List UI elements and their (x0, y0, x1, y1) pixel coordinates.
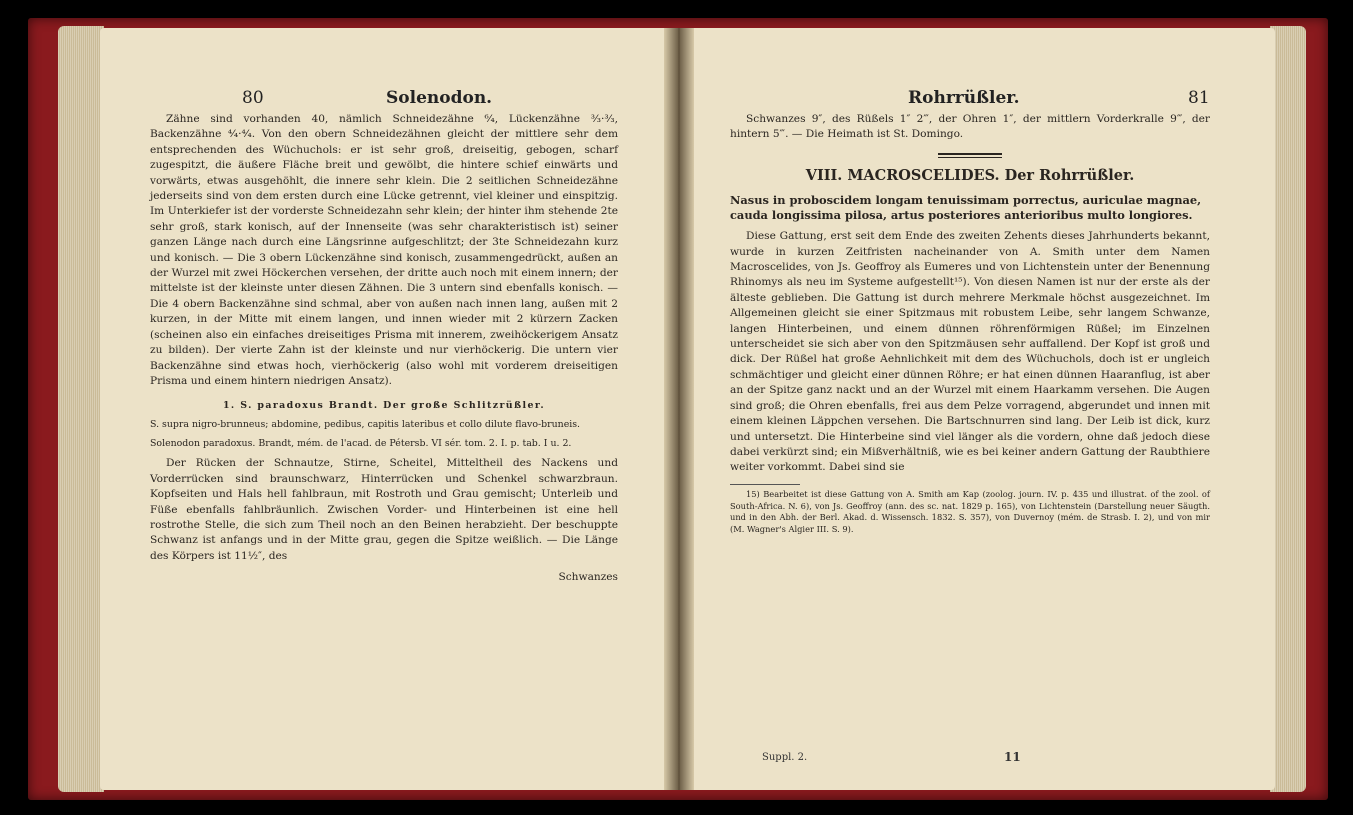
right-page-number: 81 (1188, 88, 1210, 108)
genus-diagnosis: Nasus in proboscidem longam tenuissimam porrectus, auriculae magnae, cauda longissima pilosa, artus posteriores anterioribus multo longiores. (730, 193, 1202, 223)
right-page-body (730, 112, 1210, 542)
page-edges-right (1270, 26, 1306, 792)
genus-description: Diese Gattung, erst seit dem Ende des zweiten Zehents dieses Jahrhunderts bekannt, wurde in kurzen Zeitfristen nacheinander von A. Smith unter dem Namen Macroscelides, von Js. Geoffroy als Eumeres und von Lichtenstein unter der Benennung Rhinomys als neu im Systeme aufgestellt¹⁵). Von diesen Namen ist nur der erste als der älteste geblieben. Die Gattung ist durch mehrere Merkmale höchst ausgezeichnet. Im Allgemeinen gleicht sie einer Spitzmaus mit robustem Leibe, sehr langem Schwanze, langen Hinterbeinen, und einem dünnen röhrenförmigen Rüßel; im Einzelnen unterscheidet sie sich aber von den Spitzmäusen sehr auffallend. Der Kopf ist groß und dick. Der Rüßel hat große Aehnlichkeit mit dem des Wüchuchols, doch ist er ungleich schmächtiger und gleicht einer dünnen Röhre; er hat einen dünnen Haaranflug, ist aber an der Spitze ganz nackt und an der Wurzel mit einem Haarkamm versehen. Die Augen sind groß; die Ohren ebenfalls, frei aus dem Pelze vorragend, abgerundet und innen mit einem kleinen Läppchen versehen. Die Bartschnurren sind lang. Der Leib ist dick, kurz und untersetzt. Die Hinterbeine sind viel länger als die vordern, ohne daß jedoch diese dabei verkürzt sind; ein Mißverhältniß, wie es bei keiner andern Gattung der Raubthiere weiter vorkommt. Dabei sind sie (730, 230, 1210, 474)
page-edges-left (58, 26, 104, 792)
section-rule (938, 153, 1002, 155)
left-running-title: Solenodon. (386, 88, 493, 108)
footnote-rule (730, 484, 800, 485)
species-diagnosis: S. supra nigro-brunneus; abdomine, pedibus, capitis lateribus et collo dilute flavo-bruneis. (150, 419, 581, 431)
book-gutter (664, 28, 694, 790)
right-running-title: Rohrrüßler. (908, 88, 1020, 108)
section-heading: VIII. MACROSCELIDES. Der Rohrrüßler. (805, 166, 1135, 184)
sheet-number: 11 (1004, 750, 1021, 764)
left-page-number: 80 (242, 88, 264, 108)
measurements-paragraph: Schwanzes 9″, des Rüßels 1″ 2‴, der Ohren 1″, der mittlern Vorderkralle 9‴, der hintern 5‴. — Die Heimath ist St. Domingo. (730, 113, 1210, 141)
coloration-paragraph: Der Rücken der Schnautze, Stirne, Scheitel, Mitteltheil des Nackens und Vorderrücken sind braunschwarz, Hinterrücken und Schenkel schwarzbraun. Kopfseiten und Hals hell fahlbraun, mit Rostroth und Grau gemischt; Unterleib und Füße ebenfalls fahlbräunlich. Zwischen Vorder- und Hinterbeinen ist eine hell rostrothe Stelle, die sich zum Theil noch an den Beinen herabzieht. Der beschuppte Schwanz ist anfangs und in der Mitte grau, gegen die Spitze weißlich. — Die Länge des Körpers ist 11½″, des (150, 457, 618, 562)
footnote-15: 15) Bearbeitet ist diese Gattung von A. Smith am Kap (zoolog. journ. IV. p. 435 und illustrat. of the zool. of South-Africa. N. 6), von Js. Geoffroy (ann. des sc. nat. 1829 p. 165), von Lichtenstein (Darstellung neuer Säugth. und in den Abh. der Berl. Akad. d. Wissensch. 1832. S. 357), von Duvernoy (mém. de Strasb. I. 2), und von mir (M. Wagner's Algier III. S. 9). (730, 488, 1210, 535)
species-synonymy: Solenodon paradoxus. Brandt, mém. de l'acad. de Pétersb. VI sér. tom. 2. I. p. tab. I u. 2. (150, 438, 572, 450)
section-rule-thin (938, 157, 1002, 158)
catchword: Schwanzes (558, 571, 618, 584)
signature-mark: Suppl. 2. (762, 752, 808, 763)
left-page-body (150, 112, 618, 586)
teeth-paragraph: Zähne sind vorhanden 40, nämlich Schneidezähne ⁶⁄₄, Lückenzähne ³⁄₃·³⁄₃, Backenzähne ⁴⁄₄·⁴⁄₄. Von den obern Schneidezähnen gleicht der mittlere sehr dem entsprechenden des Wüchuchols: er ist sehr groß, dreiseitig, gebogen, scharf zugespitzt, die äußere Fläche breit und gewölbt, die hintere schief einwärts und vorwärts, etwas ausgehöhlt, die innere sehr klein. Die 2 seitlichen Schneidezähne jederseits sind von dem ersten durch eine Lücke getrennt, viel kleiner und einspitzig. Im Unterkiefer ist der vorderste Schneidezahn sehr klein; der hinter ihm stehende 2te sehr groß, stark konisch, auf der Innenseite (was sehr charakteristisch ist) seiner ganzen Länge nach durch eine Längsrinne aufgeschlitzt; der 3te Schneidezahn kurz und konisch. — Die 3 obern Lückenzähne sind konisch, zusammengedrückt, außen an der Wurzel mit zwei Höckerchen versehen, der dritte auch noch mit einem innern; der mittelste ist der kleinste unter diesen Zähnen. Die 3 untern sind ebenfalls konisch. — Die 4 obern Backenzähne sind schmal, aber von außen nach innen lang, außen mit 2 kurzen, in der Mitte mit einem langen, und innen wieder mit 2 kürzern Zacken (scheinen also ein einfaches dreiseitiges Prisma mit innerem, zweihöckerigem Ansatz zu bilden). Der vierte Zahn ist der kleinste und nur vierhöckerig. Die untern vier Backenzähne sind etwas hoch, vierhöckerig (also wohl mit vorderem dreiseitigen Prisma und einem hintern niedrigen Ansatz). (150, 113, 618, 387)
species-heading: 1. S. paradoxus Brandt. Der große Schlitzrüßler. (223, 400, 545, 412)
